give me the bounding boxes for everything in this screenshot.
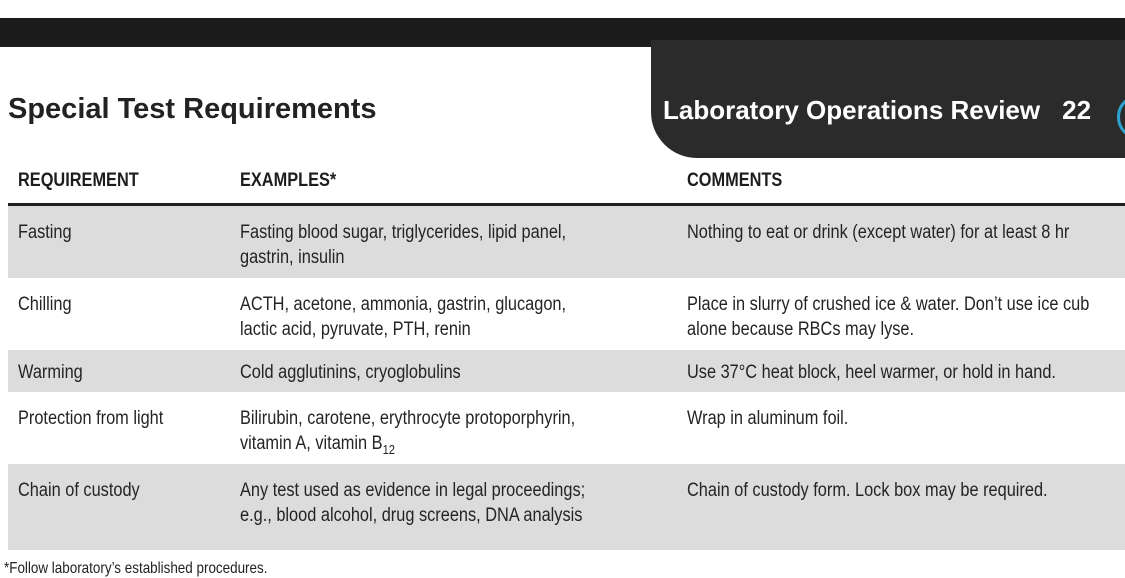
page-badge-circle — [1117, 94, 1125, 140]
section-header-text — [663, 95, 1091, 126]
examples-cell: Fasting blood sugar, triglycerides, lipid panel, gastrin, insulin — [240, 222, 567, 268]
section-title: Laboratory Operations Review — [663, 95, 1041, 125]
examples-cell: Bilirubin, carotene, erythrocyte protoporphyrin, vitamin A, vitamin $B_{12}$ — [240, 408, 576, 457]
comments-cell: Place in slurry of crushed ice & water. Don’t use ice cub alone because RBCs may lyse. — [687, 294, 1090, 340]
subscript: 12 — [382, 442, 396, 457]
page-number: 22 — [1062, 95, 1092, 125]
examples-cell: ACTH, acetone, ammonia, gastrin, glucagon, lactic acid, pyruvate, PTH, renin — [240, 294, 567, 340]
table-row — [8, 392, 1125, 464]
footnote: *Follow laboratory’s established procedures. — [4, 560, 268, 577]
column-header-comments: COMMENTS — [687, 170, 783, 191]
table-row — [8, 278, 1125, 350]
section-header-tab — [651, 40, 1125, 158]
examples-cell: Cold agglutinins, cryoglobulins — [240, 362, 461, 383]
comments-cell: Nothing to eat or drink (except water) for at least 8 hr — [687, 222, 1070, 243]
examples-cell: Any test used as evidence in legal proceedings; e.g., blood alcohol, drug screens, DNA analysis — [240, 480, 586, 526]
requirement-cell: Chain of custody — [18, 480, 140, 501]
requirement-cell: Protection from light — [18, 408, 164, 429]
table-row — [8, 464, 1125, 550]
table-row — [8, 206, 1125, 278]
comments-cell: Chain of custody form. Lock box may be required. — [687, 480, 1048, 501]
column-header-examples: EXAMPLES* — [240, 170, 337, 191]
comments-cell: Wrap in aluminum foil. — [687, 408, 849, 429]
comments-cell: Use 37°C heat block, heel warmer, or hold in hand. — [687, 362, 1056, 383]
page-title: Special Test Requirements — [8, 93, 377, 125]
requirement-cell: Chilling — [18, 294, 72, 315]
requirement-cell: Fasting — [18, 222, 72, 243]
column-header-requirement: REQUIREMENT — [18, 170, 139, 191]
table-row — [8, 350, 1125, 392]
requirement-cell: Warming — [18, 362, 83, 383]
